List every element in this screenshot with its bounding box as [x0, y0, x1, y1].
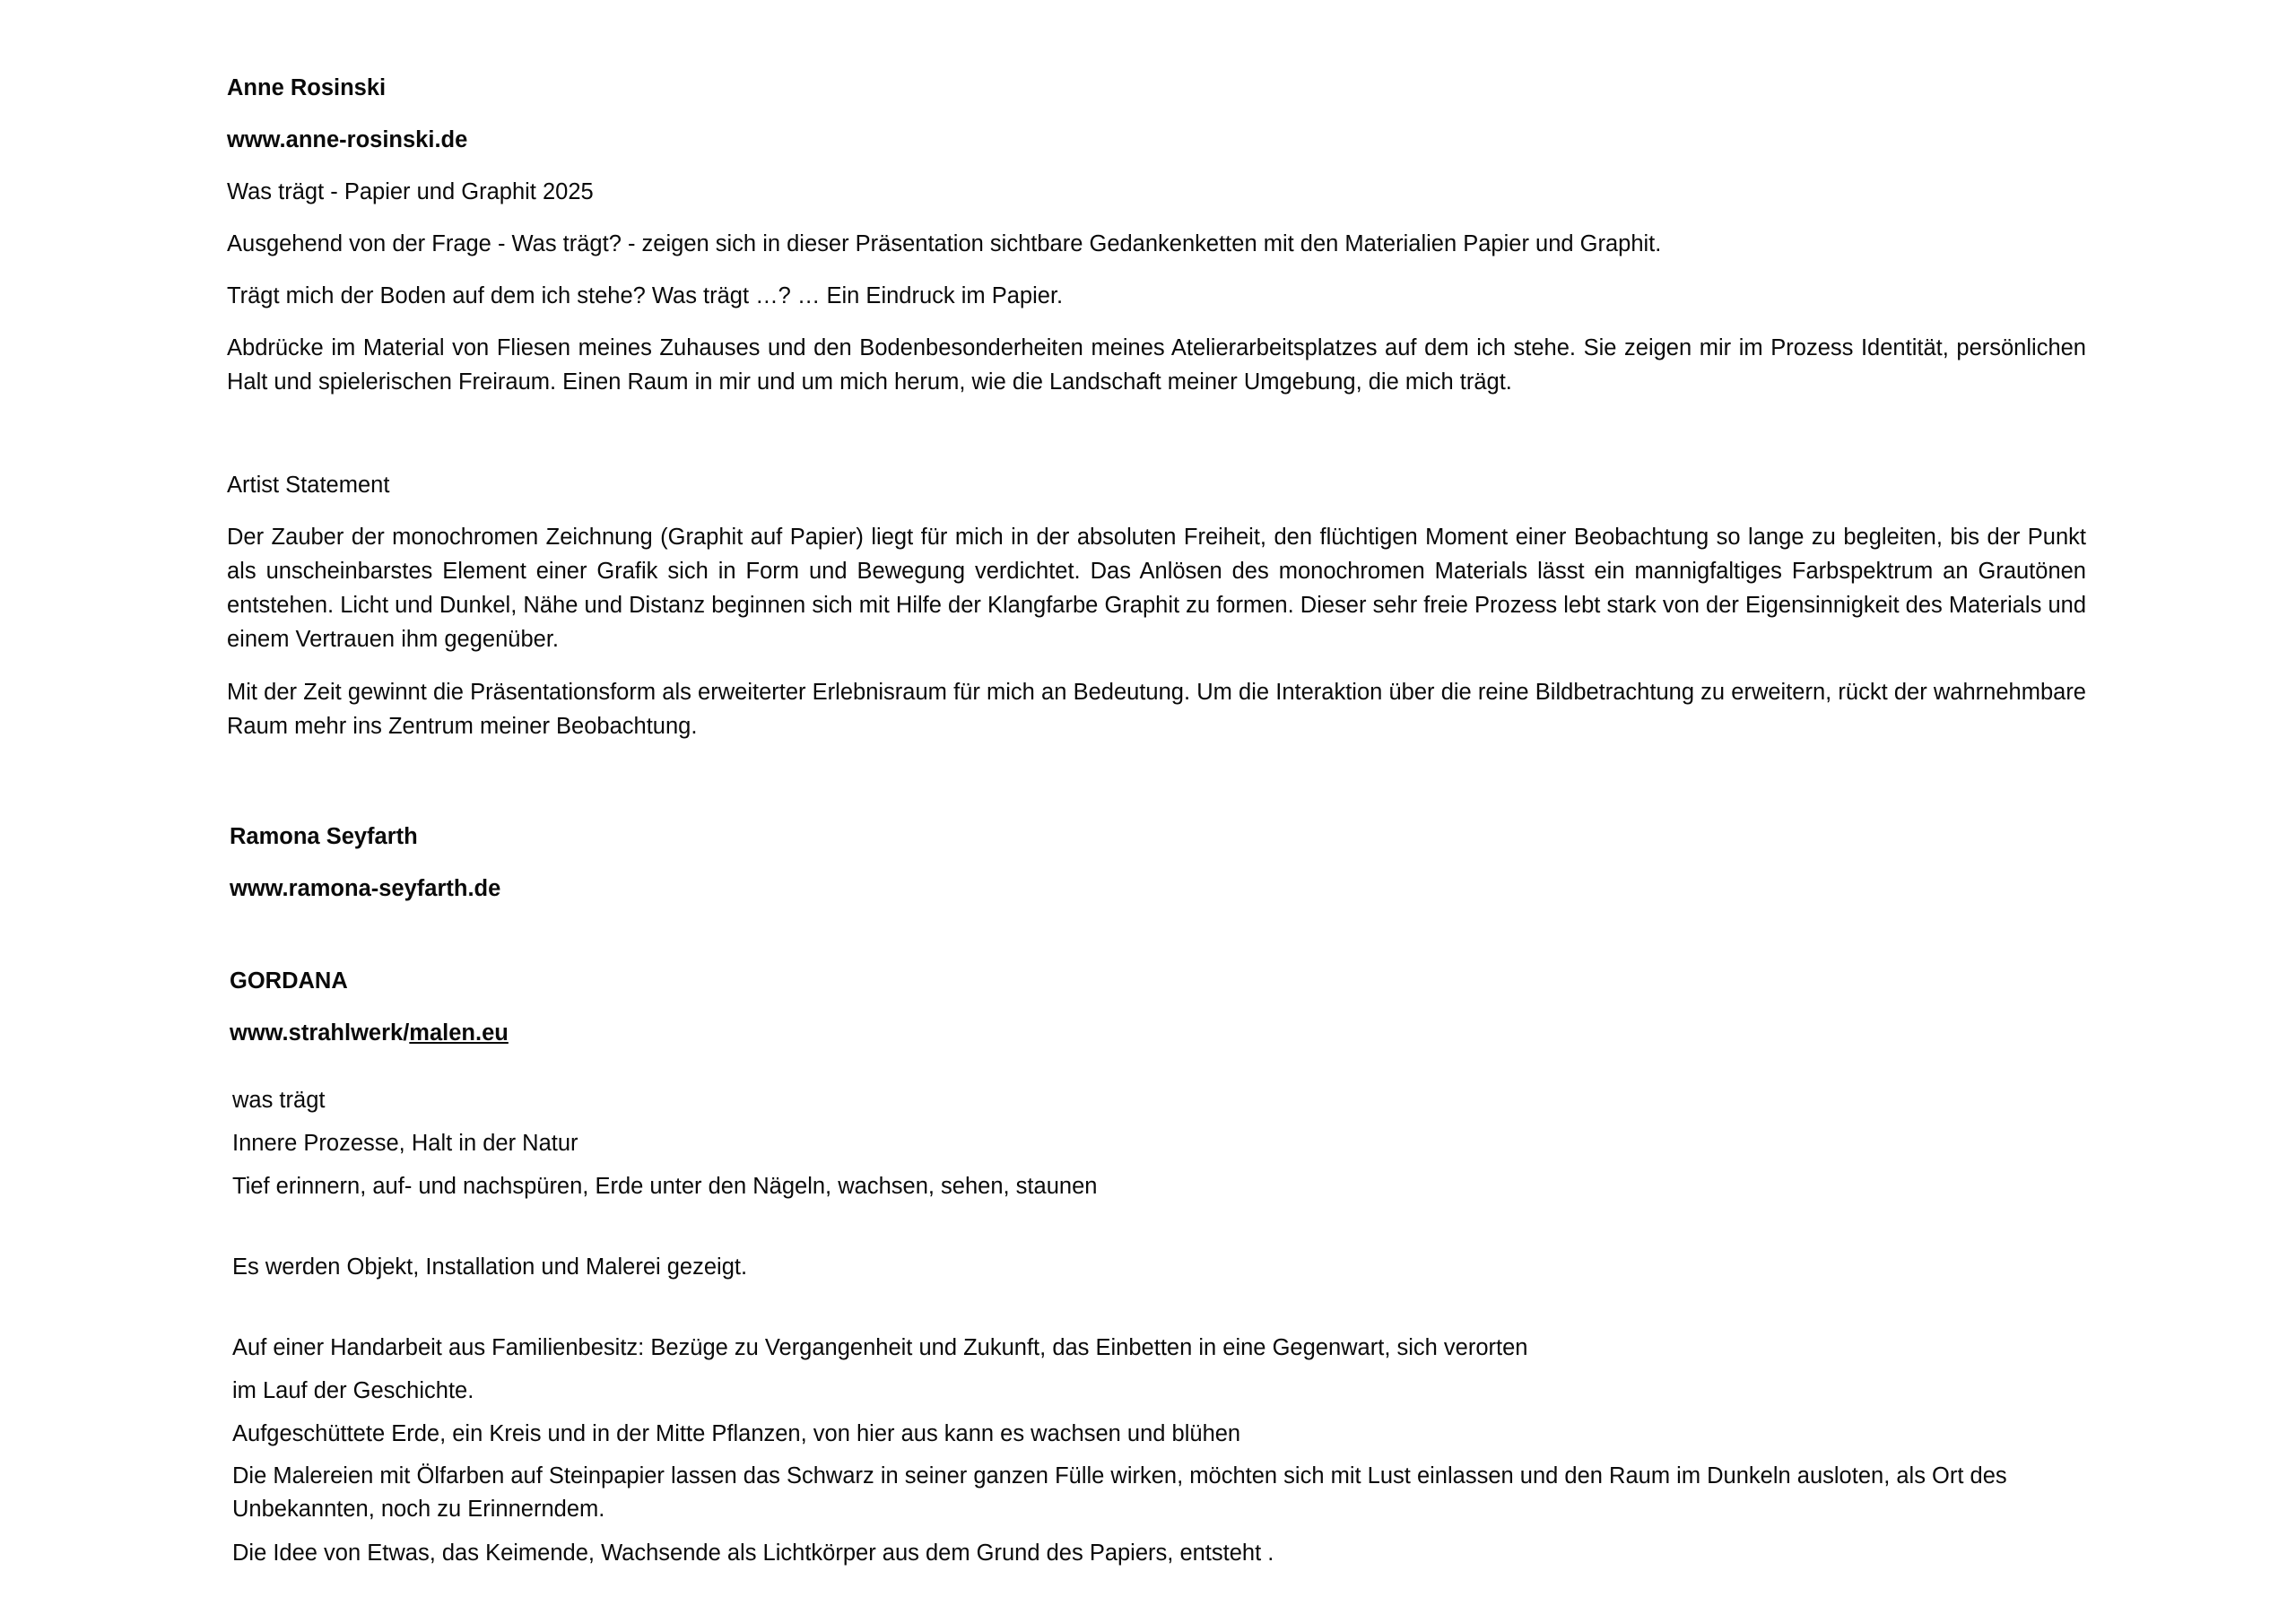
artist-name-anne-rosinski: Anne Rosinski	[227, 75, 387, 100]
artist-statement-heading: Artist Statement	[227, 473, 390, 498]
gordana-line-3: Tief erinnern, auf- und nachspüren, Erde unter den Nägeln, wachsen, sehen, staunen	[232, 1174, 1098, 1199]
website-ramona-seyfarth: www.ramona-seyfarth.de	[230, 876, 501, 901]
website-gordana-prefix: www.strahlwerk/	[230, 1020, 410, 1046]
artist-name-ramona-seyfarth: Ramona Seyfarth	[230, 824, 418, 849]
paragraph-question: Ausgehend von der Frage - Was trägt? - zeigen sich in dieser Präsentation sichtbare Gedankenketten mit den Materialien Papier und Graphit.	[227, 231, 1662, 256]
gordana-line-1: was trägt	[232, 1088, 326, 1113]
gordana-line-8: Die Malereien mit Ölfarben auf Steinpapier lassen das Schwarz in seiner ganzen Fülle wirken, möchten sich mit Lust einlassen und den Raum im Dunkeln ausloten, als Ort des Unbekannten, noch zu Erinnerndem.	[232, 1463, 2007, 1522]
work-title: Was trägt - Papier und Graphit 2025	[227, 179, 594, 204]
website-gordana	[230, 1016, 509, 1050]
artist-statement-paragraph-2: Mit der Zeit gewinnt die Präsentationsform als erweiterter Erlebnisraum für mich an Bedeutung. Um die Interaktion über die reine Bildbetrachtung zu erweitern, rückt der wahrnehmbare Raum mehr ins Zentrum meiner Beobachtung.	[227, 680, 2086, 739]
gordana-line-7: Aufgeschüttete Erde, ein Kreis und in der Mitte Pflanzen, von hier aus kann es wachsen und blühen	[232, 1421, 1241, 1446]
artist-statement-paragraph-1: Der Zauber der monochromen Zeichnung (Graphit auf Papier) liegt für mich in der absoluten Freiheit, den flüchtigen Moment einer Beobachtung so lange zu begleiten, bis der Punkt als unscheinbarstes Element einer Grafik sich in Form und Bewegung verdichtet. Das Anlösen des monochromen Materials lässt ein mannigfaltiges Farbspektrum an Grautönen entstehen. Licht und Dunkel, Nähe und Distanz beginnen sich mit Hilfe der Klangfarbe Graphit zu formen. Dieser sehr freie Prozess lebt stark von der Eigensinnigkeit des Materials und einem Vertrauen ihm gegenüber.	[227, 525, 2086, 652]
gordana-line-4: Es werden Objekt, Installation und Malerei gezeigt.	[232, 1254, 748, 1280]
gordana-line-2: Innere Prozesse, Halt in der Natur	[232, 1131, 578, 1156]
paragraph-ground: Trägt mich der Boden auf dem ich stehe? Was trägt …? … Ein Eindruck im Papier.	[227, 283, 1064, 308]
gordana-line-5: Auf einer Handarbeit aus Familienbesitz: Bezüge zu Vergangenheit und Zukunft, das Einbetten in eine Gegenwart, sich verorten	[232, 1335, 1528, 1360]
gordana-line-9: Die Idee von Etwas, das Keimende, Wachsende als Lichtkörper aus dem Grund des Papiers, entsteht .	[232, 1541, 1274, 1566]
artist-name-gordana: GORDANA	[230, 968, 348, 994]
website-anne-rosinski: www.anne-rosinski.de	[227, 127, 468, 152]
website-gordana-link[interactable]: malen.eu	[409, 1020, 509, 1046]
paragraph-imprints: Abdrücke im Material von Fliesen meines Zuhauses und den Bodenbesonderheiten meines Atelierarbeitsplatzes auf dem ich stehe. Sie zeigen mir im Prozess Identität, persönlichen Halt und spielerischen Freiraum. Einen Raum in mir und um mich herum, wie die Landschaft meiner Umgebung, die mich trägt.	[227, 335, 2086, 395]
gordana-line-6: im Lauf der Geschichte.	[232, 1378, 474, 1403]
